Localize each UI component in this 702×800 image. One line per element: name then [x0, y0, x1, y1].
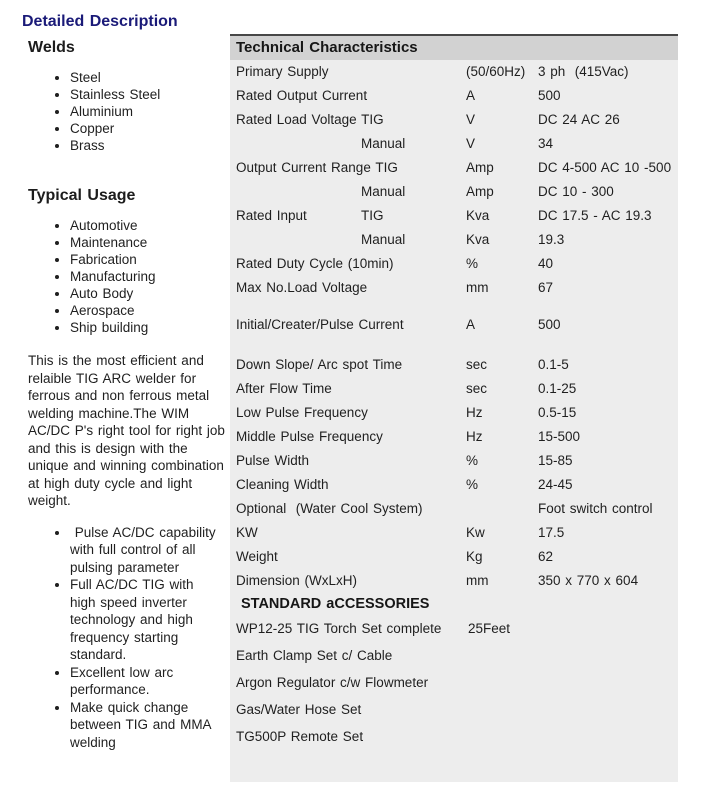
spec-row [230, 252, 678, 276]
accessory-name: WP12-25 TIG Torch Set complete [236, 621, 442, 636]
spec-row [230, 337, 678, 353]
welds-list-item: • Steel [70, 69, 228, 86]
spec-row-value: 40 [538, 256, 554, 271]
spec-row-label: Low Pulse Frequency [236, 405, 368, 420]
accessory-value: 25Feet [468, 621, 511, 636]
feature-list-item: • Full AC/DC TIG with high speed inverter technology and high frequency starting standard. [70, 576, 220, 664]
spec-row-unit: mm [466, 280, 489, 295]
spec-row [230, 377, 678, 401]
spec-row [230, 108, 678, 132]
spec-row-label: Middle Pulse Frequency [236, 429, 383, 444]
spec-row-value: 15-85 [538, 453, 573, 468]
spec-row-unit: Hz [466, 405, 483, 420]
spec-row [230, 132, 678, 156]
accessory-row [230, 642, 678, 669]
spec-row-unit: % [466, 256, 479, 271]
spec-row-unit: Amp [466, 160, 494, 175]
spec-row-unit: Kg [466, 549, 483, 564]
spec-row-value: 62 [538, 549, 554, 564]
spec-row-label: Dimension (WxLxH) [236, 573, 358, 588]
page-title: Detailed Description [22, 13, 178, 30]
spec-row-label: Weight [236, 549, 278, 564]
spec-table-heading: Technical Characteristics [230, 36, 678, 60]
spec-row-unit: Kw [466, 525, 485, 540]
spec-row-label: Primary Supply [236, 64, 329, 79]
spec-row-label: Down Slope/ Arc spot Time [236, 357, 403, 372]
welds-list [22, 69, 228, 154]
spec-row-sublabel: Manual [361, 184, 406, 199]
spec-row-sublabel: Manual [361, 136, 406, 151]
spec-row [230, 401, 678, 425]
accessory-name: TG500P Remote Set [236, 729, 364, 744]
welds-list-item: • Aluminium [70, 103, 228, 120]
spec-row-label: Cleaning Width [236, 477, 329, 492]
spec-row-sublabel: TIG [361, 208, 384, 223]
accessory-name: Earth Clamp Set c/ Cable [236, 648, 393, 663]
welds-list-item: • Brass [70, 137, 228, 154]
spec-row [230, 228, 678, 252]
spec-row [230, 473, 678, 497]
spec-row-value: DC 4-500 AC 10 -500 [538, 160, 672, 175]
spec-row-value: Foot switch control [538, 501, 653, 516]
typical-usage-heading: Typical Usage [28, 187, 136, 204]
spec-row-value: 350 x 770 x 604 [538, 573, 639, 588]
spec-row-unit: A [466, 317, 476, 332]
spec-row-unit: % [466, 453, 479, 468]
spec-row-unit: Kva [466, 208, 490, 223]
spec-row-unit: V [466, 136, 476, 151]
spec-row-sublabel: Manual [361, 232, 406, 247]
spec-row-unit: A [466, 88, 476, 103]
welds-heading: Welds [28, 39, 75, 56]
spec-row [230, 569, 678, 593]
spec-row-unit: sec [466, 357, 488, 372]
spec-row-value: 24-45 [538, 477, 573, 492]
spec-row-unit: % [466, 477, 479, 492]
spec-row-value: 0.1-5 [538, 357, 569, 372]
spec-row-value: 0.1-25 [538, 381, 577, 396]
spec-row [230, 521, 678, 545]
spec-row-unit: Kva [466, 232, 490, 247]
spec-row-value: DC 24 AC 26 [538, 112, 620, 127]
spec-row-label: Max No.Load Voltage [236, 280, 368, 295]
spec-row [230, 449, 678, 473]
spec-row-label: Rated Output Current [236, 88, 368, 103]
spec-row-unit: Hz [466, 429, 483, 444]
spec-row-value: 500 [538, 317, 561, 332]
typical-usage-list-item: • Fabrication [70, 251, 228, 268]
welds-list-item: • Copper [70, 120, 228, 137]
description-paragraph: This is the most efficient and relaible TIG ARC welder for ferrous and non ferrous metal welding machine.The WIM AC/DC P's right tool for right job and this is design with the unique and winning combination at high duty cycle and light weight. [28, 353, 225, 508]
spec-row-label: Rated Load Voltage TIG [236, 112, 384, 127]
features-list [22, 524, 228, 752]
spec-row [230, 545, 678, 569]
accessory-name: Argon Regulator c/w Flowmeter [236, 675, 429, 690]
spec-row-label: Output Current Range TIG [236, 160, 398, 175]
spec-row [230, 156, 678, 180]
typical-usage-list-item: • Manufacturing [70, 268, 228, 285]
spec-row-unit: Amp [466, 184, 494, 199]
accessory-row [230, 723, 678, 750]
spec-row-unit: mm [466, 573, 489, 588]
typical-usage-list-item: • Automotive [70, 217, 228, 234]
typical-usage-list [22, 217, 228, 336]
accessory-name: Gas/Water Hose Set [236, 702, 362, 717]
spec-row-label: Rated Input [236, 208, 307, 223]
spec-row [230, 300, 678, 313]
spec-row-label: Rated Duty Cycle (10min) [236, 256, 394, 271]
spec-row-value: DC 10 - 300 [538, 184, 614, 199]
spec-row-label: Pulse Width [236, 453, 310, 468]
welds-list-item: • Stainless Steel [70, 86, 228, 103]
spec-row-value: 15-500 [538, 429, 581, 444]
spec-row-value: 0.5-15 [538, 405, 577, 420]
typical-usage-list-item: • Ship building [70, 319, 228, 336]
spec-row-value: DC 17.5 - AC 19.3 [538, 208, 652, 223]
spec-row [230, 313, 678, 337]
spec-row-value: 3 ph (415Vac) [538, 64, 629, 79]
spec-row [230, 180, 678, 204]
accessory-row [230, 615, 678, 642]
spec-row [230, 84, 678, 108]
spec-row-unit: (50/60Hz) [466, 64, 526, 79]
spec-row [230, 204, 678, 228]
feature-list-item: • Pulse AC/DC capability with full control of all pulsing parameter [70, 524, 220, 577]
accessory-row [230, 696, 678, 723]
spec-row [230, 497, 678, 521]
spec-row [230, 425, 678, 449]
spec-row [230, 276, 678, 300]
spec-row-label: Initial/Creater/Pulse Current [236, 317, 404, 332]
feature-list-item: • Make quick change between TIG and MMA welding [70, 699, 220, 752]
accessories-list [230, 615, 678, 750]
spec-row-value: 500 [538, 88, 561, 103]
spec-row-value: 17.5 [538, 525, 565, 540]
sidebar [22, 12, 228, 751]
feature-list-item: • Excellent low arc performance. [70, 664, 220, 699]
spec-panel [230, 34, 678, 782]
spec-row [230, 60, 678, 84]
accessories-heading: STANDARD aCCESSORIES [241, 596, 430, 612]
spec-row-value: 67 [538, 280, 554, 295]
spec-row-value: 19.3 [538, 232, 565, 247]
spec-row-label: After Flow Time [236, 381, 332, 396]
accessory-row [230, 669, 678, 696]
spec-row-value: 34 [538, 136, 554, 151]
typical-usage-list-item: • Maintenance [70, 234, 228, 251]
typical-usage-list-item: • Auto Body [70, 285, 228, 302]
spec-row-unit: sec [466, 381, 488, 396]
spec-row-label: Optional (Water Cool System) [236, 501, 423, 516]
typical-usage-list-item: • Aerospace [70, 302, 228, 319]
spec-row [230, 353, 678, 377]
spec-row-label: KW [236, 525, 258, 540]
spec-row-unit: V [466, 112, 476, 127]
spec-table [230, 60, 678, 593]
